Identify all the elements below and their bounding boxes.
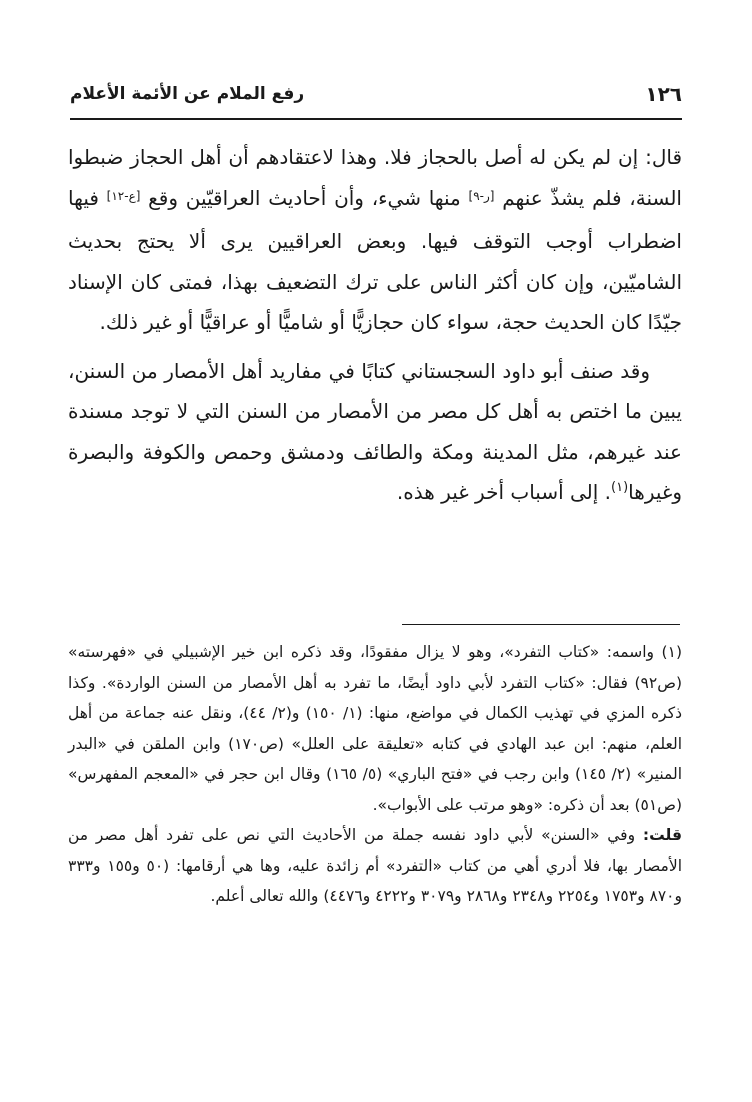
main-text bbox=[68, 137, 682, 517]
footnote-note-label: قلت: bbox=[642, 826, 682, 844]
paragraph-1-part-3: فيها اضطراب أوجب التوقف فيها. وبعض العراقيين يرى ألا يحتج بحديث الشاميّين، وإن كان أكثر الناس على ترك التضعيف بهذا، فمتى كان الإسناد جيّدًا كان الحديث حجة، سواء كان حجازيًّا أو شاميًّا أو عراقيًّا أو غير ذلك. bbox=[68, 185, 682, 334]
header-rule bbox=[70, 118, 682, 120]
footnotes bbox=[68, 637, 682, 912]
footnote-note bbox=[68, 820, 682, 912]
manuscript-ref-r9: [ر-٩] bbox=[468, 188, 495, 203]
paragraph-2-part-2: . إلى أسباب أخر غير هذه. bbox=[396, 480, 612, 504]
footnote-separator bbox=[402, 624, 680, 625]
footnote-1: (١) واسمه: «كتاب التفرد»، وهو لا يزال مفقودًا، وقد ذكره ابن خير الإشبيلي في «فهرسته» (ص٩٢) فقال: «كتاب التفرد لأبي داود أيضًا، ما تفرد به أهل الأمصار من السنن الواردة». وكذا ذكره المزي في تهذيب الكمال في مواضع، منها: (١/ ١٥٠) و(٢/ ٤٤)، ونقل عنه جماعة من أهل العلم، منهم: ابن عبد الهادي في كتابه «تعليقة على العلل» (ص١٧٠) وابن الملقن في «البدر المنير» (٢/ ١٤٥) وابن رجب في «فتح الباري» (٥/ ١٦٥) وقال ابن حجر في «المعجم المفهرس» (ص٥١) بعد أن ذكره: «وهو مرتب على الأبواب». bbox=[68, 643, 683, 814]
paragraph-2-part-1: وقد صنف أبو داود السجستاني كتابًا في مفاريد أهل الأمصار من السنن، يبين ما اختص به أهل كل مصر من الأمصار من السنن التي لا توجد مسندة عند غيرهم، مثل المدينة ومكة والطائف ودمشق وحمص والكوفة والبصرة وغيرها bbox=[68, 358, 682, 504]
page-number: ١٢٦ bbox=[645, 82, 682, 106]
page-header bbox=[70, 82, 682, 116]
footnote-note-text: وفي «السنن» لأبي داود نفسه جملة من الأحاديث التي نص على تفرد أهل مصر من الأمصار بها، فلا أدري أهي من كتاب «التفرد» أم زائدة عليه، وها هي أرقامها: (٥٠ و١٥٥ و٣٣٣ و٨٧٠ و١٧٥٣ و٢٢٥٤ و٢٣٤٨ و٢٨٦٨ و٣٠٧٩ و٤٢٢٢ و٤٤٧٦) والله تعالى أعلم. bbox=[68, 826, 682, 905]
footnote-ref-1[interactable]: (١) bbox=[611, 480, 629, 495]
paragraph-1-part-1: قال: إن لم يكن له أصل بالحجاز فلا. وهذا لاعتقادهم أن أهل الحجاز ضبطوا السنة، فلم يشذّ عنهم bbox=[68, 145, 682, 210]
running-title: رفع الملام عن الأئمة الأعلام bbox=[70, 84, 305, 104]
paragraph-2 bbox=[68, 351, 682, 517]
paragraph-1 bbox=[68, 137, 682, 343]
manuscript-ref-a12: [ع-١٢] bbox=[106, 188, 141, 203]
paragraph-1-part-2: منها شيء، وأن أحاديث العراقيّين وقع bbox=[148, 185, 461, 210]
